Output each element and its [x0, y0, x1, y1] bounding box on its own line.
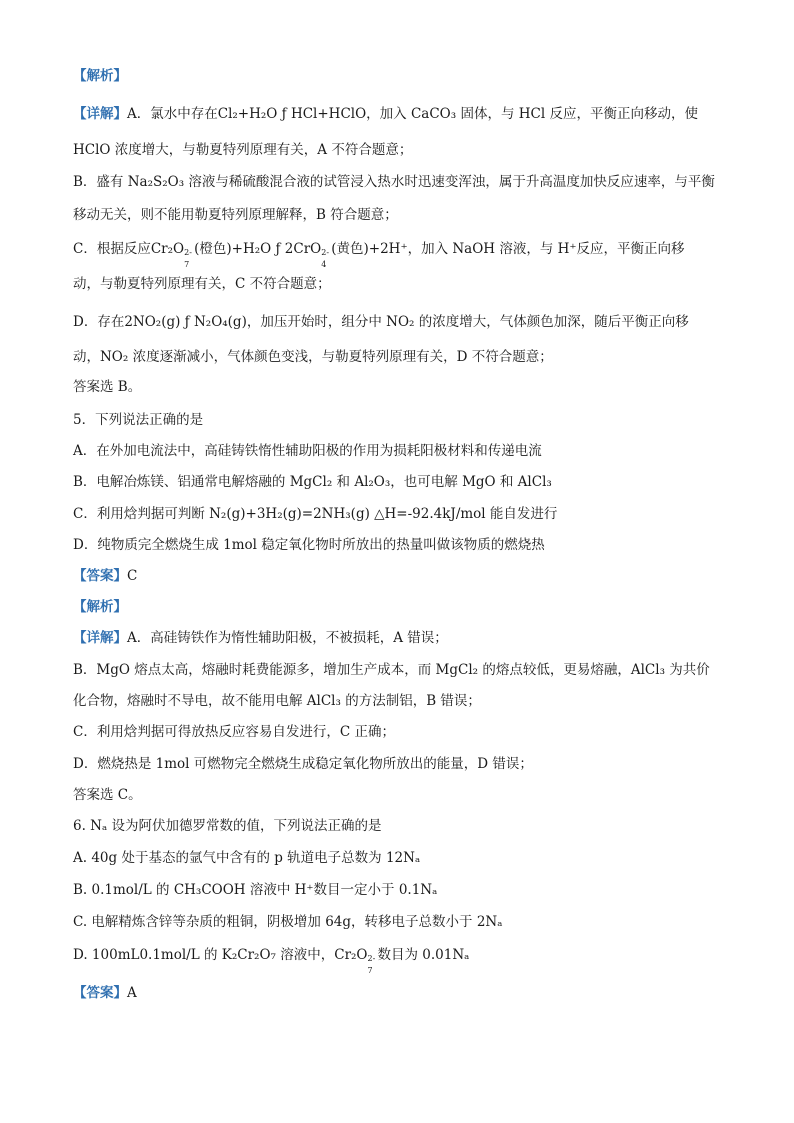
- q5-detail-b-line2: 化合物，熔融时不导电，故不能用电解 AlCl₃ 的方法制铝，B 错误；: [73, 693, 481, 709]
- q5-detail-a: 【详解】A．高硅铸铁作为惰性辅助阳极，不被损耗，A 错误；: [73, 630, 448, 646]
- q5-answer-line: 答案选 C。: [73, 787, 142, 803]
- analysis-label: 【解析】: [73, 68, 127, 84]
- q4-detail-c: C．根据反应Cr₂O 2- 7 (橙色)+H₂O ƒ 2CrO 2- 4 (黄色)+2H⁺，加入 NaOH 溶液，与 H⁺反应，平衡正向移: [73, 241, 685, 269]
- q6-option-d: D. 100mL0.1mol/L 的 K₂Cr₂O₇ 溶液中，Cr₂O 2- 7 数目为 0.01Nₐ: [73, 947, 470, 975]
- q6-answer: 【答案】A: [73, 985, 137, 1001]
- q4-detail-d: D．存在2NO₂(g) ƒ N₂O₄(g)，加压开始时，组分中 NO₂ 的浓度增大，气体颜色加深，随后平衡正向移: [73, 314, 689, 330]
- q6-option-a: A. 40g 处于基态的氩气中含有的 p 轨道电子总数为 12Nₐ: [73, 850, 421, 866]
- q6-option-b: B. 0.1mol/L 的 CH₃COOH 溶液中 H⁺数目一定小于 0.1Nₐ: [73, 882, 438, 898]
- q4-answer: 答案选 B。: [73, 379, 142, 395]
- q5-option-a: A．在外加电流法中，高硅铸铁惰性辅助阳极的作用为损耗阳极材料和传递电流: [73, 443, 542, 459]
- q5-option-d: D．纯物质完全燃烧生成 1mol 稳定氧化物时所放出的热量叫做该物质的燃烧热: [73, 537, 545, 553]
- q4-detail-c-line2: 动，与勒夏特列原理有关，C 不符合题意；: [73, 276, 331, 292]
- q5-stem: 5．下列说法正确的是: [73, 412, 204, 428]
- q5-option-c: C．利用焓判据可判断 N₂(g)+3H₂(g)=2NH₃(g) △H=-92.4kJ/mol 能自发进行: [73, 506, 558, 522]
- q5-detail-d: D．燃烧热是 1mol 可燃物完全燃烧生成稳定氧化物所放出的能量，D 错误；: [73, 756, 533, 772]
- q4-detail-a-line2: HClO 浓度增大，与勒夏特列原理有关，A 不符合题意；: [73, 142, 413, 158]
- q5-option-b: B．电解冶炼镁、铝通常电解熔融的 MgCl₂ 和 Al₂O₃，也可电解 MgO 和 AlCl₃: [73, 474, 552, 490]
- q5-analysis-label: 【解析】: [73, 599, 127, 615]
- q5-detail-c: C．利用焓判据可得放热反应容易自发进行，C 正确；: [73, 724, 395, 740]
- q4-detail-a: 【详解】A．氯水中存在Cl₂+H₂O ƒ HCl+HClO，加入 CaCO₃ 固体，与 HCl 反应，平衡正向移动，使: [73, 106, 698, 122]
- q4-detail-d-line2: 动，NO₂ 浓度逐渐减小，气体颜色变浅，与勒夏特列原理有关，D 不符合题意；: [73, 349, 553, 365]
- q6-option-c: C. 电解精炼含锌等杂质的粗铜，阴极增加 64g，转移电子总数小于 2Nₐ: [73, 914, 503, 930]
- q6-stem: 6. Nₐ 设为阿伏加德罗常数的值，下列说法正确的是: [73, 818, 382, 834]
- q5-answer: 【答案】C: [73, 568, 138, 584]
- q4-detail-b-line2: 移动无关，则不能用勒夏特列原理解释，B 符合题意；: [73, 207, 398, 223]
- q5-detail-b: B．MgO 熔点太高，熔融时耗费能源多，增加生产成本，而 MgCl₂ 的熔点较低，更易熔融，AlCl₃ 为共价: [73, 662, 710, 678]
- q4-detail-b: B．盛有 Na₂S₂O₃ 溶液与稀硫酸混合液的试管浸入热水时迅速变浑浊，属于升高温度加快反应速率，与平衡: [73, 174, 715, 190]
